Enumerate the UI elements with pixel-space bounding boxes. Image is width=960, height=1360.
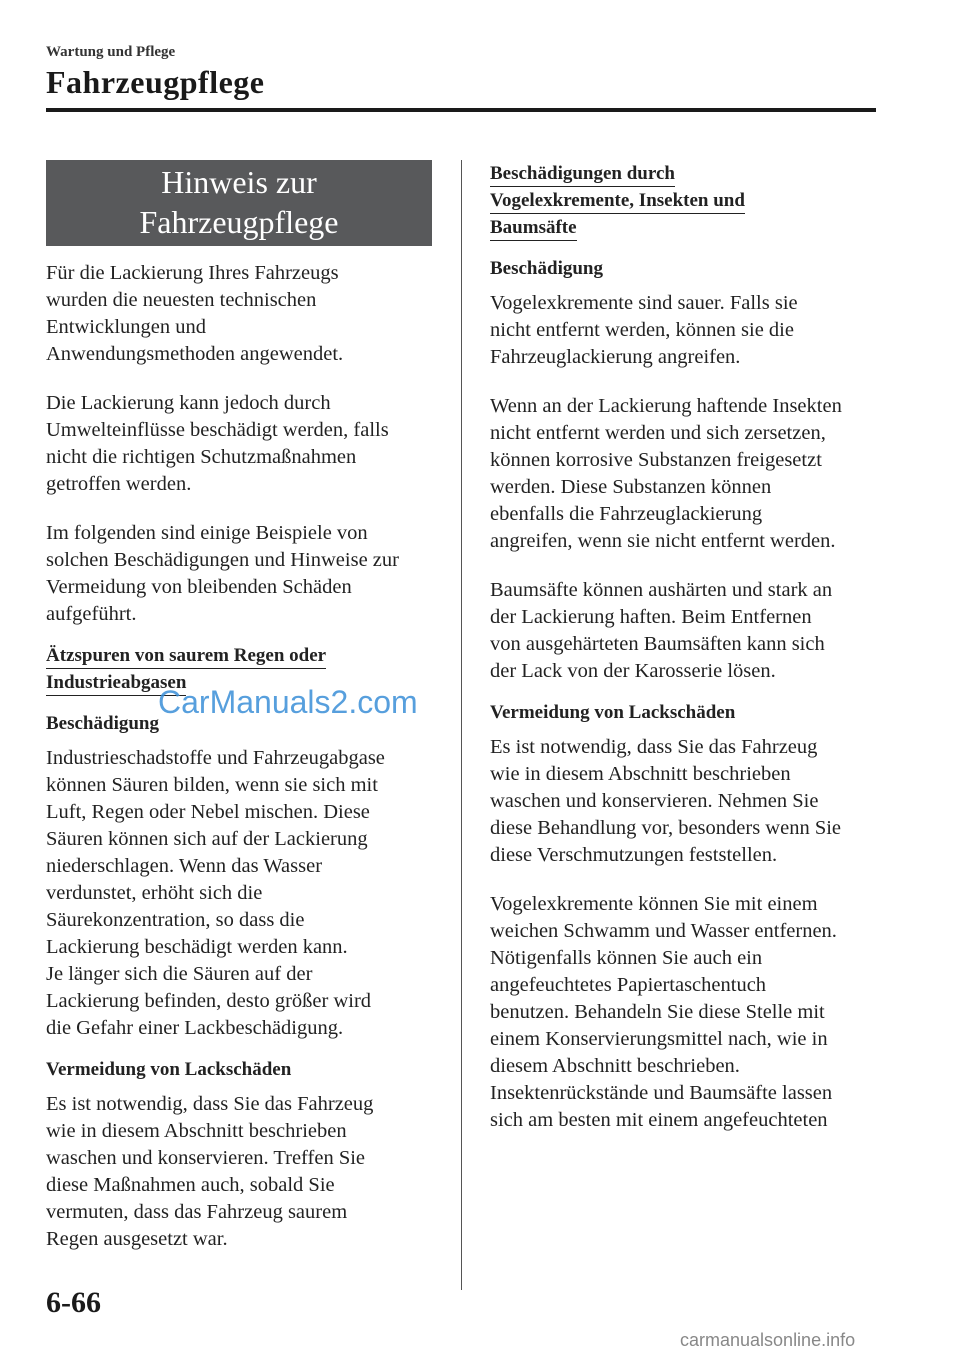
subheading-avoidance: Vermeidung von Lackschäden [46,1059,292,1080]
subheading-avoidance: Vermeidung von Lackschäden [490,702,736,723]
intro-paragraph: Für die Lackierung Ihres Fahrzeugs wurden die neuesten technischen Entwicklungen und Anwendungsmethoden angewendet. [46,262,344,365]
section-heading-birds: Beschädigungen durch Vogelexkremente, Insekten und Baumsäfte [490,160,890,241]
footer-watermark: carmanualsonline.info [680,1330,856,1350]
right-column [490,160,890,1134]
damage-paragraph: Industrieschadstoffe und Fahrzeugabgase können Säuren bilden, wenn sie sich mit Luft, Regen oder Nebel mischen. Diese Säuren können sich auf der Lackierung niederschlagen. Wenn das Wasser verdunstet, erhöht sich die Säurekonzentration, so dass die Lackierung beschädigt werden kann. Je länger sich die Säuren auf der Lackierung befinden, desto größer wird die Gefahr einer Lackbeschädigung. [46,747,385,1039]
section-label: Wartung und Pflege [46,44,176,60]
section-banner [46,160,432,246]
insects-paragraph: Wenn an der Lackierung haftende Insekten nicht entfernt werden und sich zersetzen, können korrosive Substanzen freigesetzt werden. Diese Substanzen können ebenfalls die Fahrzeuglackierung angreifen, wenn sie nicht entfernt werden. [490,395,842,552]
removal-paragraph: Vogelexkremente können Sie mit einem weichen Schwamm und Wasser entfernen. Nötigenfalls können Sie auch ein angefeuchtetes Papiertaschentuch benutzen. Behandeln Sie diese Stelle mit einem Konservierungsmittel nach, wie in diesem Abschnitt beschrieben. Insektenrückstände und Baumsäfte lassen sich am besten mit einem angefeuchteten [490,893,837,1131]
banner-line: Fahrzeugpflege [139,204,339,240]
avoidance-paragraph: Es ist notwendig, dass Sie das Fahrzeug wie in diesem Abschnitt beschrieben waschen und konservieren. Nehmen Sie diese Behandlung vor, besonders wenn Sie diese Verschmutzungen feststellen. [490,736,842,866]
intro-paragraph: Im folgenden sind einige Beispiele von solchen Beschädigungen und Hinweise zur Vermeidung von bleibenden Schäden aufgeführt. [46,522,399,625]
page-number: 6-66 [46,1286,101,1319]
watermark-logo: CarManuals2.com [158,684,418,720]
column-divider [461,160,462,1290]
subheading-damage: Beschädigung [490,258,603,279]
section-heading-acid: Ätzspuren von saurem Regen oder Industrieabgasen [46,642,436,696]
avoidance-paragraph: Es ist notwendig, dass Sie das Fahrzeug wie in diesem Abschnitt beschrieben waschen und konservieren. Treffen Sie diese Maßnahmen auch, sobald Sie vermuten, dass das Fahrzeug saurem Regen ausgesetzt war. [46,1093,374,1250]
damage-paragraph: Vogelexkremente sind sauer. Falls sie nicht entfernt werden, können sie die Fahrzeuglackierung angreifen. [490,292,798,368]
sap-paragraph: Baumsäfte können aushärten und stark an der Lackierung haften. Beim Entfernen von ausgehärteten Baumsäften kann sich der Lack von der Karosserie lösen. [490,579,833,682]
subheading-damage: Beschädigung [46,713,159,734]
intro-paragraph: Die Lackierung kann jedoch durch Umwelteinflüsse beschädigt werden, falls nicht die richtigen Schutzmaßnahmen getroffen werden. [46,392,389,495]
page-title: Fahrzeugpflege [46,64,265,100]
banner-line: Hinweis zur [161,164,317,200]
header-rule [46,108,876,112]
